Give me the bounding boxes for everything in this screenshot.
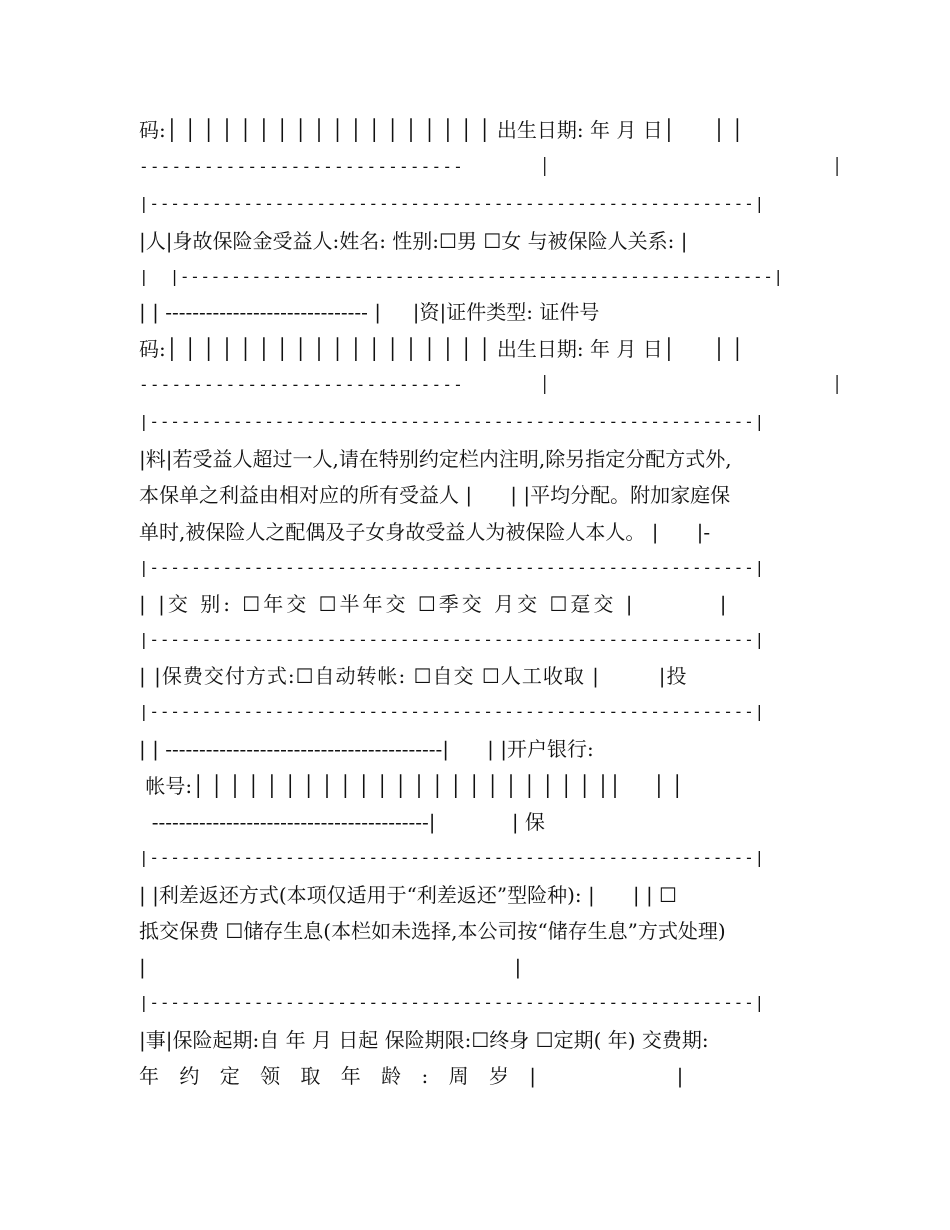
form-line-blank-row: | | xyxy=(139,955,522,979)
form-line-multiple-beneficiaries-note: |料|若受益人超过一人,请在特别约定栏内注明,除另指定分配方式外, xyxy=(139,447,732,471)
form-line-divider: |----------------------------------------------------------| xyxy=(139,194,765,213)
form-line-account-separator: -----------------------------------------| | 保 xyxy=(139,810,545,834)
form-line-payment-frequency: | |交 别: ☐年交 ☐半年交 ☐季交 月交 ☐趸交 | | xyxy=(139,592,730,616)
form-line-premium-payment-method: | |保费交付方式:☐自动转帐: ☐自交 ☐人工收取 | |投 xyxy=(139,664,688,688)
form-line-insured-id-digits: 码:│ │ │ │ │ │ │ │ │ │ │ │ │ │ │ │ │ │ 出生日期: 年 月 日│ │ │ xyxy=(139,118,744,142)
form-line-separator: ------------------------------ │ │ xyxy=(139,375,844,394)
form-line-id-type: | | ------------------------------ | |资|证件类型: 证件号 xyxy=(139,300,600,324)
form-line-dividend-options: 抵交保费 ☐储存生息(本栏如未选择,本公司按“储存生息”方式处理) xyxy=(139,919,726,943)
form-line-divider: | |----------------------------------------------------------| xyxy=(139,267,784,286)
form-line-beneficiary-id-digits: 码:│ │ │ │ │ │ │ │ │ │ │ │ │ │ │ │ │ │ 出生日期: 年 月 日│ │ │ xyxy=(139,337,744,361)
form-line-divider: |----------------------------------------------------------| xyxy=(139,993,765,1012)
form-line-divider: |----------------------------------------------------------| xyxy=(139,558,765,577)
form-line-divider: |----------------------------------------------------------| xyxy=(139,702,765,721)
form-line-family-policy-note: 单时,被保险人之配偶及子女身故受益人为被保险人本人。 | |- xyxy=(139,520,711,544)
form-line-account-digits: 帐号:│ │ │ │ │ │ │ │ │ │ │ │ │ │ │ │ │ │ │ │ │ │ ││ │ │ xyxy=(139,774,684,798)
form-line-bank: | | -----------------------------------------| | |开户银行: xyxy=(139,737,594,761)
form-line-equal-distribution-note: 本保单之利益由相对应的所有受益人 | | |平均分配。附加家庭保 xyxy=(139,483,731,507)
form-line-divider: |----------------------------------------------------------| xyxy=(139,412,765,431)
form-line-death-beneficiary: |人|身故保险金受益人:姓名: 性别:☐男 ☐女 与被保险人关系: | xyxy=(139,229,688,253)
form-line-divider: |----------------------------------------------------------| xyxy=(139,630,765,649)
form-line-separator: ------------------------------ │ │ xyxy=(139,157,844,176)
form-line-claim-age: 年 约 定 领 取 年 龄 : 周 岁 | | xyxy=(139,1064,691,1088)
form-line-dividend-return-method: | |利差返还方式(本项仅适用于“利差返还”型险种): | | | ☐ xyxy=(139,883,677,907)
form-line-divider: |----------------------------------------------------------| xyxy=(139,848,765,867)
form-line-insurance-period: |事|保险起期:自 年 月 日起 保险期限:☐终身 ☐定期( 年) 交费期: xyxy=(139,1028,709,1052)
